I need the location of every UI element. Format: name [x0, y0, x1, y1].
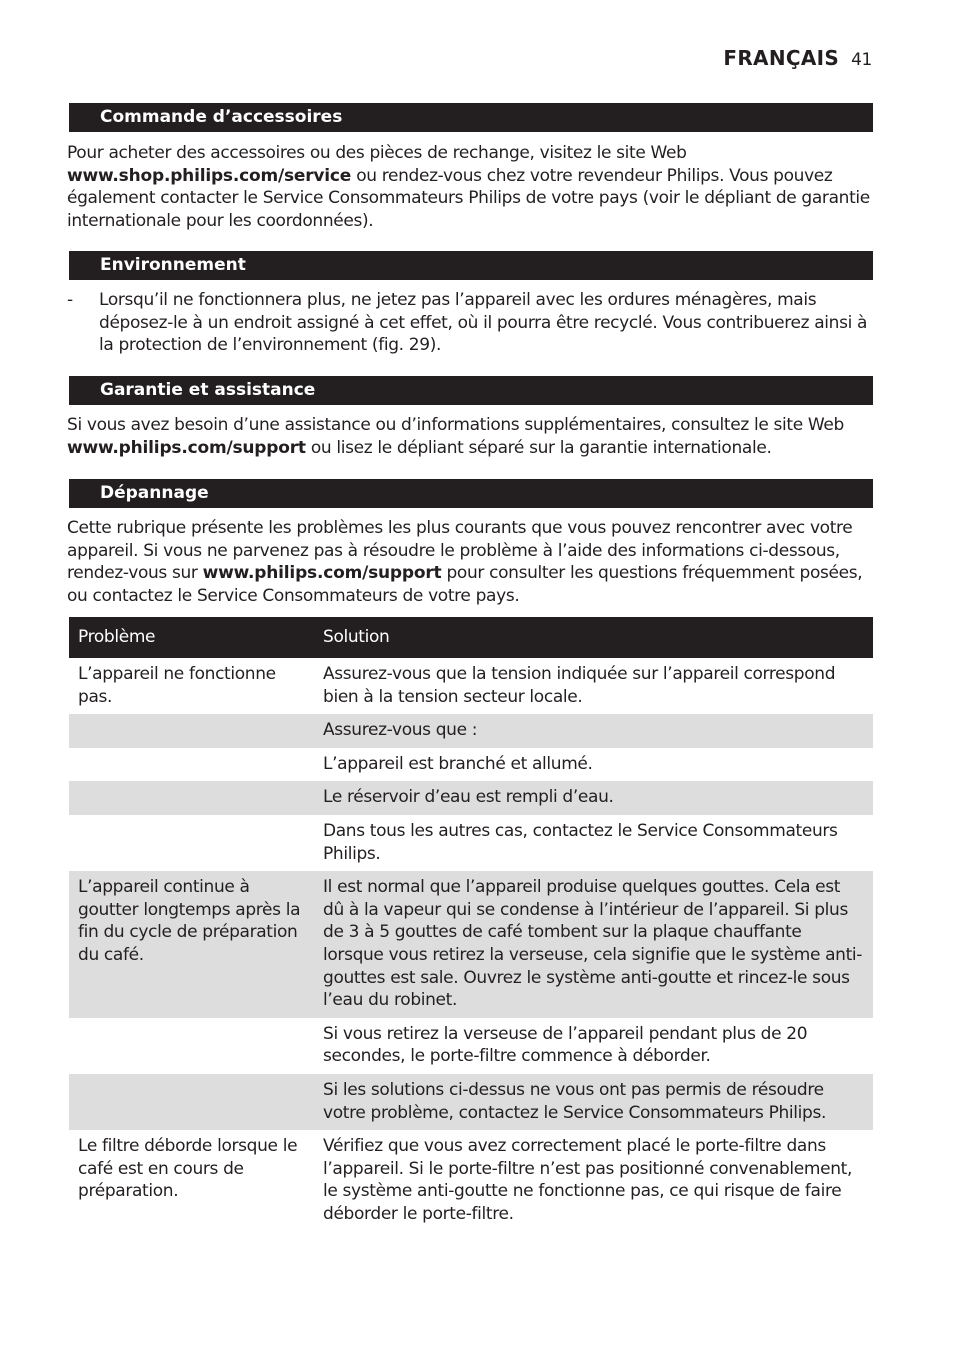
- problem-cell: L’appareil continue à goutter longtemps après la fin du cycle de préparation du café.: [69, 871, 314, 1018]
- page-number: 41: [851, 50, 872, 70]
- environment-bullet-text: Lorsqu’il ne fonctionnera plus, ne jetez pas l’appareil avec les ordures ménagères, mais déposez-le à un endroit assigné à cet effet, où il pourra être recyclé. Vous contribuerez ainsi à la protection de l’environnement (fig. 29).: [99, 290, 868, 356]
- accessories-text-2: ou rendez-vous chez votre revendeur Philips. Vous pouvez également contacter le Service Consommateurs Philips de votre pays (voir le dépliant de garantie internationale pour les coordonnées).: [67, 165, 870, 231]
- solution-cell: L’appareil est branché et allumé.: [323, 753, 593, 774]
- section-heading-accessories: Commande d’accessoires: [69, 103, 873, 132]
- language-label: FRANÇAIS: [723, 46, 840, 70]
- accessories-text-1: Pour acheter des accessoires ou des pièces de rechange, visitez le site Web: [67, 143, 687, 163]
- guarantee-text-1: Si vous avez besoin d’une assistance ou d’informations supplémentaires, consultez le site Web: [67, 415, 844, 435]
- guarantee-link[interactable]: www.philips.com/support: [67, 437, 306, 458]
- problem-cell: [69, 815, 314, 871]
- problem-cell: Le filtre déborde lorsque le café est en cours de préparation.: [78, 1136, 298, 1202]
- accessories-link[interactable]: www.shop.philips.com/service: [67, 165, 352, 186]
- problem-cell: L’appareil ne fonctionne pas.: [78, 664, 276, 707]
- solution-cell: Le réservoir d’eau est rempli d’eau.: [314, 781, 873, 815]
- problem-cell: [69, 714, 314, 748]
- problem-cell: [69, 748, 314, 782]
- solution-cell: Assurez-vous que la tension indiquée sur l’appareil correspond bien à la tension secteur locale.: [323, 664, 836, 707]
- problem-cell: [69, 781, 314, 815]
- table-row: [69, 1074, 873, 1130]
- header-problem: Problème: [69, 617, 314, 658]
- section-heading-troubleshooting: Dépannage: [69, 479, 873, 508]
- solution-cell: Dans tous les autres cas, contactez le Service Consommateurs Philips.: [323, 820, 838, 864]
- solution-cell: Si les solutions ci-dessus ne vous ont pas permis de résoudre votre problème, contactez le Service Consommateurs Philips.: [314, 1074, 873, 1130]
- header-solution: Solution: [314, 617, 873, 658]
- table-row: [69, 815, 873, 871]
- guarantee-text-2: ou lisez le dépliant séparé sur la garantie internationale.: [305, 437, 772, 458]
- table-row: [69, 658, 873, 714]
- troubleshooting-text-1: Cette rubrique présente les problèmes les plus courants que vous pouvez rencontrer avec votre appareil. Si vous ne parvenez pas à résoudre le problème à l’aide des informations ci-dessous, rendez-vous sur: [67, 518, 853, 584]
- table-row: [69, 714, 873, 748]
- guarantee-paragraph: [67, 414, 877, 459]
- bullet-marker: -: [67, 290, 73, 310]
- solution-cell: Si vous retirez la verseuse de l’appareil pendant plus de 20 secondes, le porte-filtre commence à déborder.: [323, 1023, 808, 1067]
- troubleshooting-table: [69, 617, 873, 1231]
- section-heading-guarantee: Garantie et assistance: [69, 376, 873, 405]
- table-row: [69, 748, 873, 782]
- problem-cell: [69, 1074, 314, 1130]
- table-row: [69, 781, 873, 815]
- solution-cell: Assurez-vous que :: [314, 714, 873, 748]
- solution-cell: Il est normal que l’appareil produise quelques gouttes. Cela est dû à la vapeur qui se condense à l’intérieur de l’appareil. Si plus de 3 à 5 gouttes de café tombent sur la plaque chauffante lorsque vous retirez la verseuse, cela signifie que le système anti-gouttes est sale. Ouvrez le système anti-goutte et rincez-le sous l’eau du robinet.: [314, 871, 873, 1018]
- table-row: [69, 1018, 873, 1074]
- table-row: [69, 871, 873, 1018]
- table-header-row: [69, 617, 873, 658]
- troubleshooting-link[interactable]: www.philips.com/support: [202, 563, 442, 584]
- accessories-paragraph: [67, 142, 877, 232]
- page-header: [723, 47, 872, 72]
- solution-cell: Vérifiez que vous avez correctement placé le porte-filtre dans l’appareil. Si le porte-filtre n’est pas positionné convenablement, le système anti-goutte ne fonctionne pas, ce qui risque de faire déborder le porte-filtre.: [323, 1136, 853, 1224]
- troubleshooting-text-2: pour consulter les questions fréquemment posées, ou contactez le Service Consommateurs de votre pays.: [67, 563, 863, 606]
- section-heading-environment: Environnement: [69, 251, 873, 280]
- table-row: [69, 1130, 873, 1231]
- problem-cell: [69, 1018, 314, 1074]
- troubleshooting-paragraph: [67, 517, 877, 607]
